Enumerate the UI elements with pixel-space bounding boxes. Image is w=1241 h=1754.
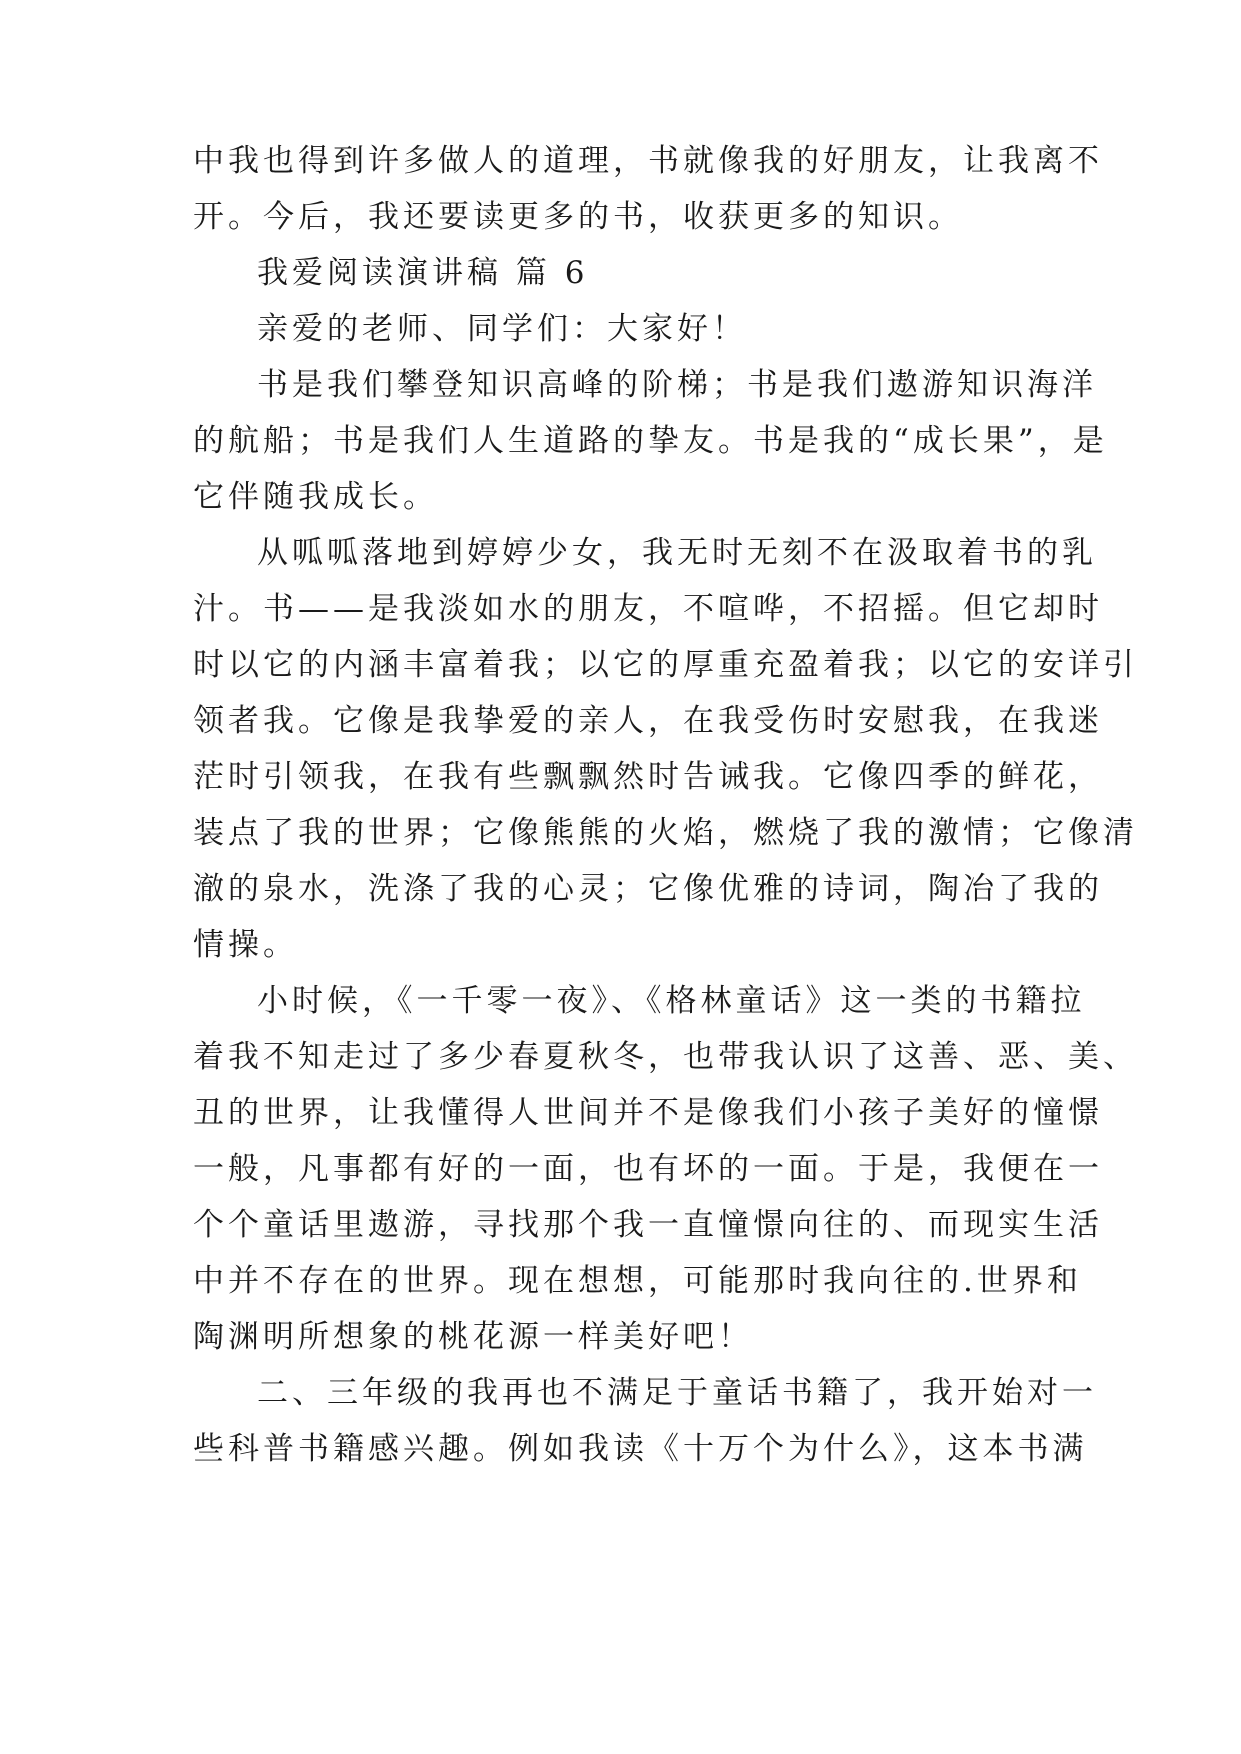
section-heading: 我爱阅读演讲稿 篇 6: [257, 255, 589, 291]
text-line: 茫时引领我，在我有些飘飘然时告诫我。它像四季的鲜花，: [193, 759, 1103, 795]
text-line: 陶渊明所想象的桃花源一样美好吧！: [193, 1319, 753, 1355]
text-line: 些科普书籍感兴趣。例如我读《十万个为什么》，这本书满: [193, 1431, 1088, 1467]
text-line: 二、三年级的我再也不满足于童话书籍了，我开始对一: [257, 1375, 1097, 1411]
text-line: 一般，凡事都有好的一面，也有坏的一面。于是，我便在一: [193, 1151, 1103, 1187]
text-line: 小时候，《一千零一夜》、《格林童话》这一类的书籍拉: [257, 983, 1086, 1019]
text-line: 中并不存在的世界。现在想想，可能那时我向往的.世界和: [193, 1263, 1082, 1299]
text-line: 情操。: [193, 927, 298, 963]
document-body: [193, 133, 1138, 1477]
text-line: 丑的世界，让我懂得人世间并不是像我们小孩子美好的憧憬: [193, 1095, 1103, 1131]
text-line: 的航船；书是我们人生道路的挚友。书是我的“成长果”，是: [193, 423, 1108, 459]
text-line: 书是我们攀登知识高峰的阶梯；书是我们遨游知识海洋: [257, 367, 1097, 403]
text-line: 中我也得到许多做人的道理，书就像我的好朋友，让我离不: [193, 143, 1103, 179]
text-line: 它伴随我成长。: [193, 479, 438, 515]
text-line: 着我不知走过了多少春夏秋冬，也带我认识了这善、恶、美、: [193, 1039, 1138, 1075]
text-line: 个个童话里遨游，寻找那个我一直憧憬向往的、而现实生活: [193, 1207, 1103, 1243]
text-line: 开。今后，我还要读更多的书，收获更多的知识。: [193, 199, 963, 235]
text-line: 从呱呱落地到婷婷少女，我无时无刻不在汲取着书的乳: [257, 535, 1097, 571]
salutation: 亲爱的老师、同学们：大家好！: [257, 311, 747, 347]
text-line: 装点了我的世界；它像熊熊的火焰，燃烧了我的激情；它像清: [193, 815, 1138, 851]
text-line: 澈的泉水，洗涤了我的心灵；它像优雅的诗词，陶冶了我的: [193, 871, 1103, 907]
text-line: 时以它的内涵丰富着我；以它的厚重充盈着我；以它的安详引: [193, 647, 1138, 683]
text-line: 领者我。它像是我挚爱的亲人，在我受伤时安慰我，在我迷: [193, 703, 1103, 739]
text-line: 汁。书——是我淡如水的朋友，不喧哗，不招摇。但它却时: [193, 591, 1103, 627]
